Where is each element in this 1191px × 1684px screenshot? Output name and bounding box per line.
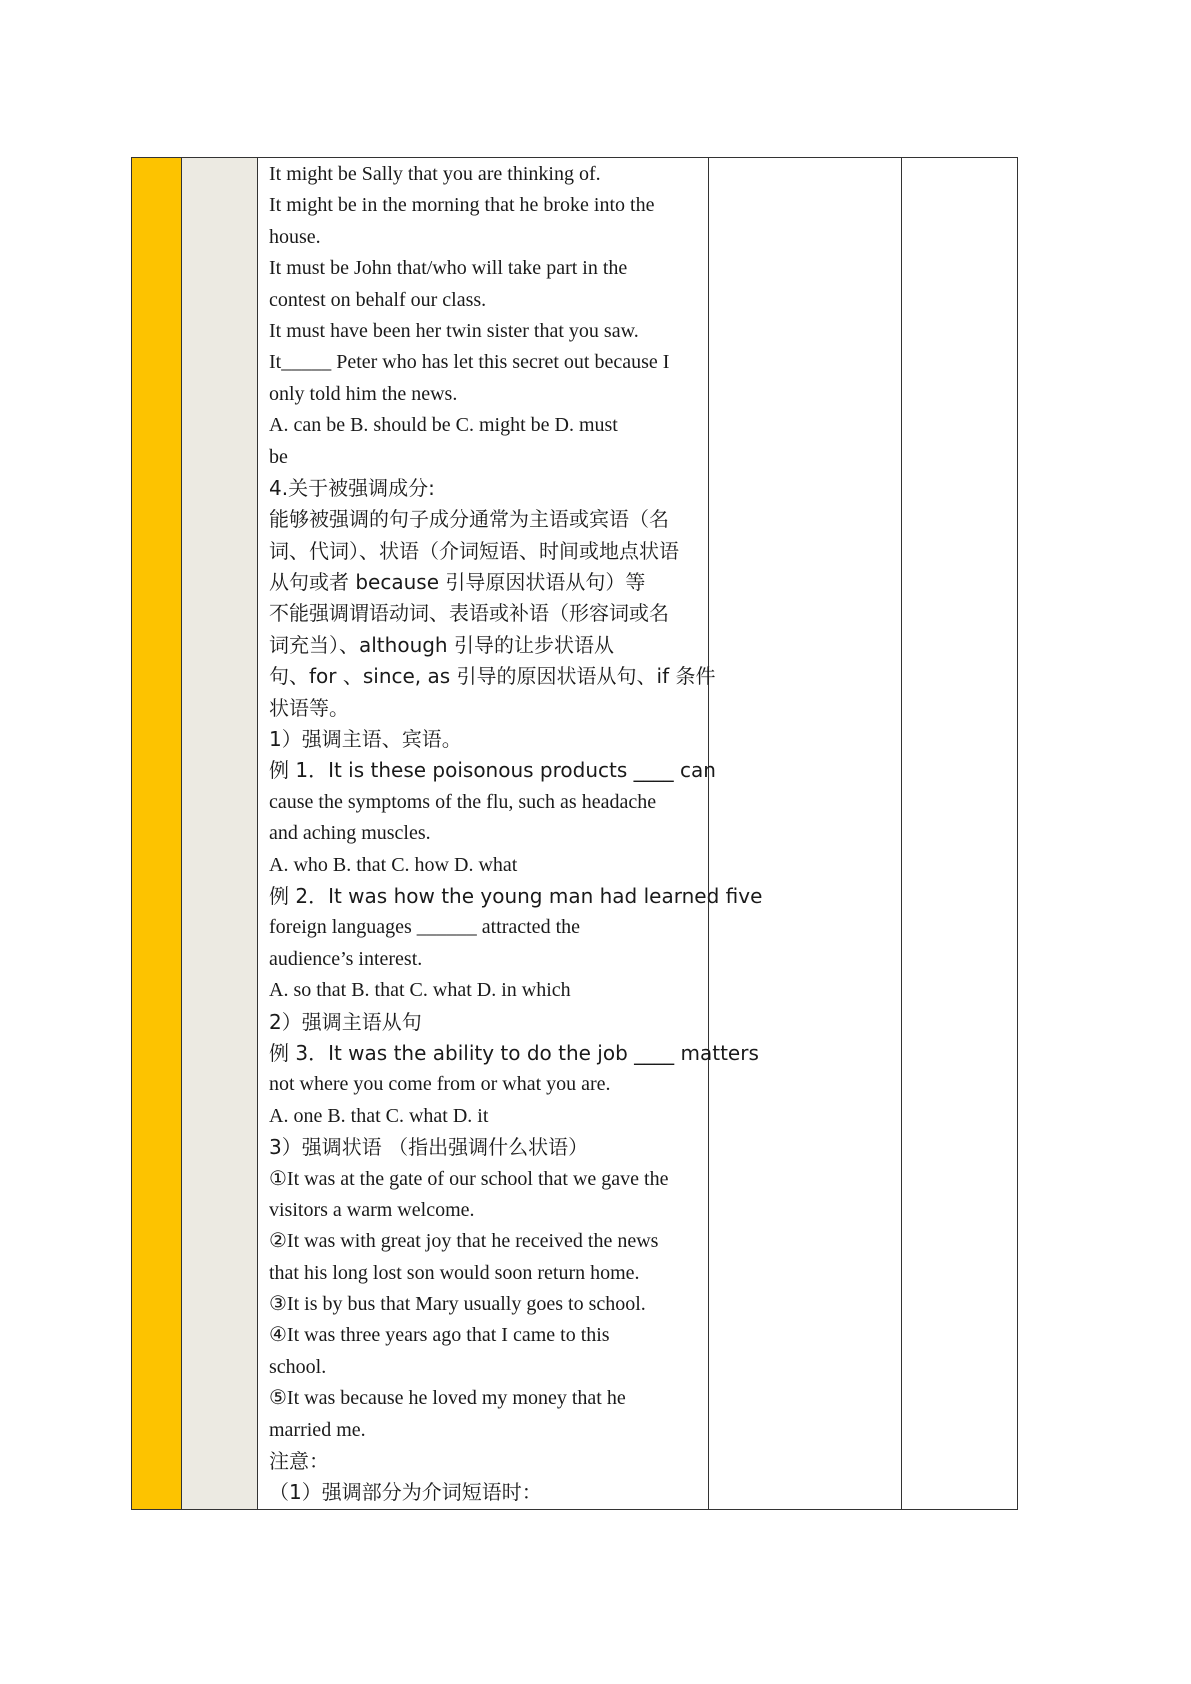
content-line: house. bbox=[269, 225, 321, 248]
content-line: 1）强调主语、宾语。 bbox=[269, 727, 462, 752]
content-line: 从句或者 because 引导原因状语从句）等 bbox=[269, 570, 646, 595]
content-lines bbox=[269, 159, 763, 1509]
content-line: It might be in the morning that he broke into the bbox=[269, 194, 655, 217]
content-line: ⑤It was because he loved my money that he bbox=[269, 1387, 626, 1410]
content-line: 句、for 、since, as 引导的原因状语从句、if 条件 bbox=[269, 664, 716, 689]
content-line: school. bbox=[269, 1355, 327, 1378]
content-line: 能够被强调的句子成分通常为主语或宾语（名 bbox=[269, 507, 669, 532]
accent-column bbox=[132, 158, 182, 1509]
content-line: foreign languages ______ attracted the bbox=[269, 916, 580, 939]
content-line: A. one B. that C. what D. it bbox=[269, 1104, 489, 1127]
content-line: 2）强调主语从句 bbox=[269, 1009, 422, 1034]
content-line: It_____ Peter who has let this secret out because I bbox=[269, 351, 670, 374]
content-line: only told him the news. bbox=[269, 382, 458, 405]
content-line: 不能强调谓语动词、表语或补语（形容词或名 bbox=[269, 601, 669, 626]
content-line: 词充当）、although 引导的让步状语从 bbox=[269, 632, 614, 657]
content-line: It might be Sally that you are thinking of. bbox=[269, 163, 601, 185]
content-line: cause the symptoms of the flu, such as headache bbox=[269, 790, 657, 813]
content-line: 状语等。 bbox=[269, 695, 349, 720]
content-line: A. so that B. that C. what D. in which bbox=[269, 979, 571, 1002]
content-line: A. who B. that C. how D. what bbox=[269, 853, 518, 876]
notes-column bbox=[709, 158, 902, 1509]
content-line: 例 3．It was the ability to do the job ____ matters bbox=[269, 1040, 759, 1065]
remarks-column bbox=[902, 158, 1017, 1509]
content-line: 词、代词）、状语（介词短语、时间或地点状语 bbox=[269, 538, 679, 563]
content-line: 例 1．It is these poisonous products ____ can bbox=[269, 758, 716, 783]
content-line: that his long lost son would soon return home. bbox=[269, 1261, 640, 1284]
content-line: It must have been her twin sister that you saw. bbox=[269, 319, 639, 342]
content-column bbox=[258, 158, 763, 1509]
content-line: ④It was three years ago that I came to this bbox=[269, 1324, 610, 1347]
content-line: be bbox=[269, 445, 288, 468]
section-label-column bbox=[182, 158, 258, 1509]
content-line: visitors a warm welcome. bbox=[269, 1198, 475, 1221]
content-line: married me. bbox=[269, 1418, 366, 1441]
content-line: 例 2．It was how the young man had learned five bbox=[269, 883, 763, 908]
content-line: （1）强调部分为介词短语时： bbox=[269, 1480, 542, 1505]
content-line: audience’s interest. bbox=[269, 947, 423, 970]
content-line: ①It was at the gate of our school that we gave the bbox=[269, 1167, 669, 1190]
content-line: A. can be B. should be C. might be D. must bbox=[269, 414, 618, 437]
content-line: ③It is by bus that Mary usually goes to school. bbox=[269, 1293, 646, 1316]
content-line: It must be John that/who will take part in the bbox=[269, 257, 628, 280]
content-line: 注意： bbox=[269, 1449, 329, 1474]
content-line: 4.关于被强调成分: bbox=[269, 475, 435, 500]
content-line: and aching muscles. bbox=[269, 822, 431, 845]
content-line: ②It was with great joy that he received the news bbox=[269, 1230, 659, 1253]
lesson-table bbox=[131, 157, 1018, 1510]
content-line: 3）强调状语 （指出强调什么状语） bbox=[269, 1135, 589, 1160]
content-line: contest on behalf our class. bbox=[269, 288, 487, 311]
content-line: not where you come from or what you are. bbox=[269, 1073, 611, 1096]
